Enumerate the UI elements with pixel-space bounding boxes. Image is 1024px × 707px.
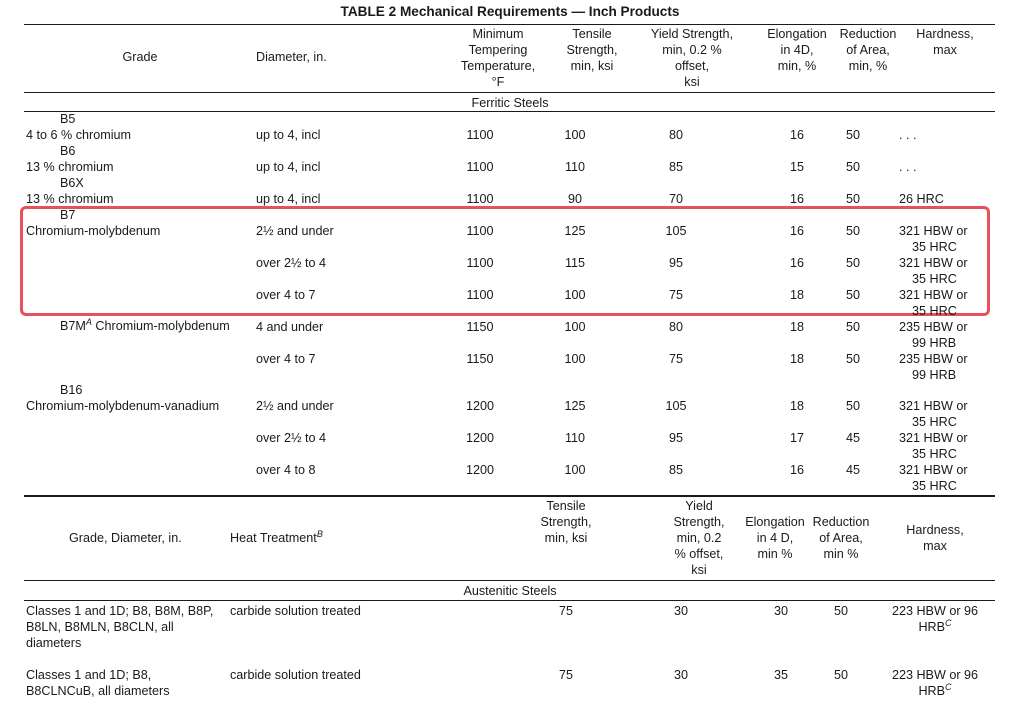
temp-cell: 1200 [465, 431, 495, 445]
ferritic-rule [24, 111, 995, 112]
header-min-temp-2: Tempering [468, 43, 528, 57]
footnote-marker: A [85, 317, 92, 327]
footnote-marker: C [945, 618, 952, 628]
header2-hardness-2: max [923, 539, 947, 553]
elongation-cell: 18 [789, 320, 805, 334]
grade-code: B7 [60, 208, 76, 222]
tensile-cell: 100 [564, 320, 586, 334]
header-elongation-2: in 4D, [780, 43, 814, 57]
elongation-cell: 18 [789, 399, 805, 413]
reduction-cell: 45 [845, 431, 861, 445]
tensile-cell: 100 [564, 352, 586, 366]
hardness-cell: 321 HBW or [899, 224, 968, 238]
reduction-cell: 50 [845, 128, 861, 142]
yield-cell: 105 [665, 399, 687, 413]
elongation-cell: 16 [789, 224, 805, 238]
yield-cell: 105 [665, 224, 687, 238]
temp-cell: 1200 [465, 399, 495, 413]
header2-yield-5: ksi [691, 563, 707, 577]
hardness-cell: 235 HBW or [899, 352, 968, 366]
elongation-cell: 16 [789, 463, 805, 477]
yield-cell: 80 [668, 320, 684, 334]
header2-yield-2: Strength, [673, 515, 725, 529]
header2-tensile-1: Tensile [546, 499, 586, 513]
tensile-cell: 125 [564, 399, 586, 413]
grade-code: B6 [60, 144, 76, 158]
hardness-cell-line2: 35 HRC [912, 272, 957, 286]
header-tensile-3: min, ksi [570, 59, 614, 73]
grade-diameter-line: diameters [26, 636, 82, 650]
header-yield-3: offset, [674, 59, 710, 73]
hardness-unit: HRB [918, 684, 946, 698]
temp-cell: 1100 [466, 288, 494, 302]
grade-name: 13 % chromium [26, 160, 114, 174]
hardness-cell: 321 HBW or [899, 256, 968, 270]
yield-cell: 70 [668, 192, 684, 206]
diameter-cell: over 4 to 7 [256, 352, 316, 366]
grade-diameter-line: Classes 1 and 1D; B8, [26, 668, 152, 682]
hardness-cell: 321 HBW or [899, 399, 968, 413]
hardness-unit: HRB [918, 620, 946, 634]
grade-diameter-line: Classes 1 and 1D; B8, B8M, B8P, [26, 604, 214, 618]
reduction-cell: 50 [845, 224, 861, 238]
austenitic-rule [24, 600, 995, 601]
grade-diameter-line: B8LN, B8MLN, B8CLN, all [26, 620, 174, 634]
hardness-cell: 321 HBW or [899, 288, 968, 302]
header2-yield-1: Yield [685, 499, 713, 513]
temp-cell: 1150 [466, 320, 494, 334]
header-tensile-2: Strength, [566, 43, 618, 57]
yield-cell: 85 [668, 463, 684, 477]
hardness-cell-line2: 35 HRC [912, 447, 957, 461]
hardness-cell-line2 [918, 684, 951, 700]
yield-cell: 30 [673, 668, 689, 682]
header-hardness-1: Hardness, [916, 27, 974, 41]
grade-code: B16 [60, 383, 83, 397]
table-title: TABLE 2 Mechanical Requirements — Inch Products [340, 4, 680, 19]
header2-tensile-3: min, ksi [544, 531, 588, 545]
elongation-cell: 18 [789, 288, 805, 302]
reduction-cell: 50 [845, 352, 861, 366]
tensile-cell: 115 [564, 256, 586, 270]
yield-cell: 95 [668, 431, 684, 445]
diameter-cell: over 2½ to 4 [256, 431, 327, 445]
hardness-cell: 223 HBW or 96 [891, 604, 979, 618]
grade-name: Chromium-molybdenum-vanadium [26, 399, 220, 413]
header-yield-2: min, 0.2 % [662, 43, 722, 57]
grade-name: Chromium-molybdenum [26, 224, 161, 238]
header2-reduction-3: min % [823, 547, 859, 561]
diameter-cell: over 4 to 7 [256, 288, 316, 302]
top-rule [24, 24, 995, 25]
header2-reduction-2: of Area, [819, 531, 863, 545]
tensile-cell: 110 [564, 160, 586, 174]
elongation-cell: 16 [789, 256, 805, 270]
header2-yield-4: % offset, [674, 547, 724, 561]
diameter-cell: up to 4, incl [256, 160, 321, 174]
header-elongation-1: Elongation [767, 27, 827, 41]
hardness-cell-line2: 35 HRC [912, 240, 957, 254]
tensile-cell: 100 [564, 128, 586, 142]
header2-yield-3: min, 0.2 [676, 531, 722, 545]
hardness-cell: 26 HRC [899, 192, 944, 206]
tensile-cell: 100 [564, 288, 586, 302]
grade-code: B7M [60, 319, 86, 333]
header-diameter: Diameter, in. [256, 50, 327, 64]
heat-footnote-marker: B [316, 529, 323, 539]
grade-name: 13 % chromium [26, 192, 114, 206]
yield-cell: 75 [668, 352, 684, 366]
header-rule [24, 92, 995, 93]
temp-cell: 1100 [466, 160, 494, 174]
diameter-cell: 2½ and under [256, 224, 334, 238]
hardness-cell: 321 HBW or [899, 431, 968, 445]
hardness-cell-line2: 99 HRB [912, 336, 957, 350]
heat-treatment-cell: carbide solution treated [230, 604, 361, 618]
elongation-cell: 35 [773, 668, 789, 682]
yield-cell: 85 [668, 160, 684, 174]
temp-cell: 1100 [466, 224, 494, 238]
footnote-marker: C [945, 682, 952, 692]
austenitic-section-label: Austenitic Steels [463, 584, 557, 598]
header-yield-4: ksi [684, 75, 700, 89]
reduction-cell: 50 [833, 604, 849, 618]
reduction-cell: 50 [845, 320, 861, 334]
tensile-cell: 125 [564, 224, 586, 238]
grade-code: B5 [60, 112, 76, 126]
grade-diameter-line: B8CLNCuB, all diameters [26, 684, 170, 698]
diameter-cell: 2½ and under [256, 399, 334, 413]
tensile-cell: 110 [564, 431, 586, 445]
header2-tensile-2: Strength, [540, 515, 592, 529]
elongation-cell: 18 [789, 352, 805, 366]
elongation-cell: 17 [789, 431, 805, 445]
grade-name: 4 to 6 % chromium [26, 128, 131, 142]
temp-cell: 1100 [466, 256, 494, 270]
header-elongation-3: min, % [777, 59, 817, 73]
hardness-cell-line2 [918, 620, 951, 636]
header-grade: Grade [122, 50, 158, 64]
elongation-cell: 16 [789, 192, 805, 206]
grade-cell [60, 319, 230, 335]
header-yield-1: Yield Strength, [650, 27, 734, 41]
grade-code: B6X [60, 176, 84, 190]
header2-elongation-2: in 4 D, [756, 531, 794, 545]
header-heat-treatment: Heat Treatment$^B$ [230, 529, 323, 545]
header2-elongation-3: min % [757, 547, 793, 561]
yield-cell: 30 [673, 604, 689, 618]
header2-hardness-1: Hardness, [906, 523, 964, 537]
yield-cell: 75 [668, 288, 684, 302]
elongation-cell: 16 [789, 128, 805, 142]
header-reduction-2: of Area, [846, 43, 890, 57]
reduction-cell: 50 [845, 256, 861, 270]
header2-elongation-1: Elongation [745, 515, 805, 529]
reduction-cell: 45 [845, 463, 861, 477]
temp-cell: 1100 [466, 128, 494, 142]
hardness-cell: 223 HBW or 96 [891, 668, 979, 682]
yield-cell: 80 [668, 128, 684, 142]
elongation-cell: 30 [773, 604, 789, 618]
hardness-cell: 321 HBW or [899, 463, 968, 477]
hardness-cell: 235 HBW or [899, 320, 968, 334]
ferritic-section-label: Ferritic Steels [471, 96, 549, 110]
reduction-cell: 50 [845, 160, 861, 174]
temp-cell: 1150 [466, 352, 494, 366]
diameter-cell: up to 4, incl [256, 128, 321, 142]
elongation-cell: 15 [789, 160, 805, 174]
diameter-cell: over 2½ to 4 [256, 256, 327, 270]
header-grade-diameter: Grade, Diameter, in. [69, 531, 182, 545]
header-hardness-2: max [933, 43, 957, 57]
header-reduction-3: min, % [848, 59, 888, 73]
section-rule [24, 495, 995, 497]
header-tensile-1: Tensile [572, 27, 612, 41]
header-reduction-1: Reduction [839, 27, 897, 41]
hardness-cell: . . . [899, 160, 917, 174]
heat-treatment-cell: carbide solution treated [230, 668, 361, 682]
header-min-temp-4: °F [491, 75, 505, 89]
yield-cell: 95 [668, 256, 684, 270]
hardness-cell-line2: 35 HRC [912, 479, 957, 493]
header-min-temp-1: Minimum [472, 27, 524, 41]
tensile-cell: 90 [567, 192, 583, 206]
highlight-box-b7 [20, 206, 990, 316]
diameter-cell: 4 and under [256, 320, 324, 334]
temp-cell: 1200 [465, 463, 495, 477]
hardness-cell-line2: 99 HRB [912, 368, 957, 382]
tensile-cell: 75 [558, 604, 574, 618]
temp-cell: 1100 [466, 192, 494, 206]
header2-reduction-1: Reduction [812, 515, 870, 529]
bottom-header-rule [24, 580, 995, 581]
reduction-cell: 50 [845, 399, 861, 413]
reduction-cell: 50 [845, 288, 861, 302]
tensile-cell: 75 [558, 668, 574, 682]
diameter-cell: over 4 to 8 [256, 463, 316, 477]
grade-name: Chromium-molybdenum [91, 319, 230, 333]
hardness-cell-line2: 35 HRC [912, 415, 957, 429]
header-min-temp-3: Temperature, [460, 59, 536, 73]
tensile-cell: 100 [564, 463, 586, 477]
diameter-cell: up to 4, incl [256, 192, 321, 206]
reduction-cell: 50 [833, 668, 849, 682]
hardness-cell-line2: 35 HRC [912, 304, 957, 318]
hardness-cell: . . . [899, 128, 917, 142]
reduction-cell: 50 [845, 192, 861, 206]
